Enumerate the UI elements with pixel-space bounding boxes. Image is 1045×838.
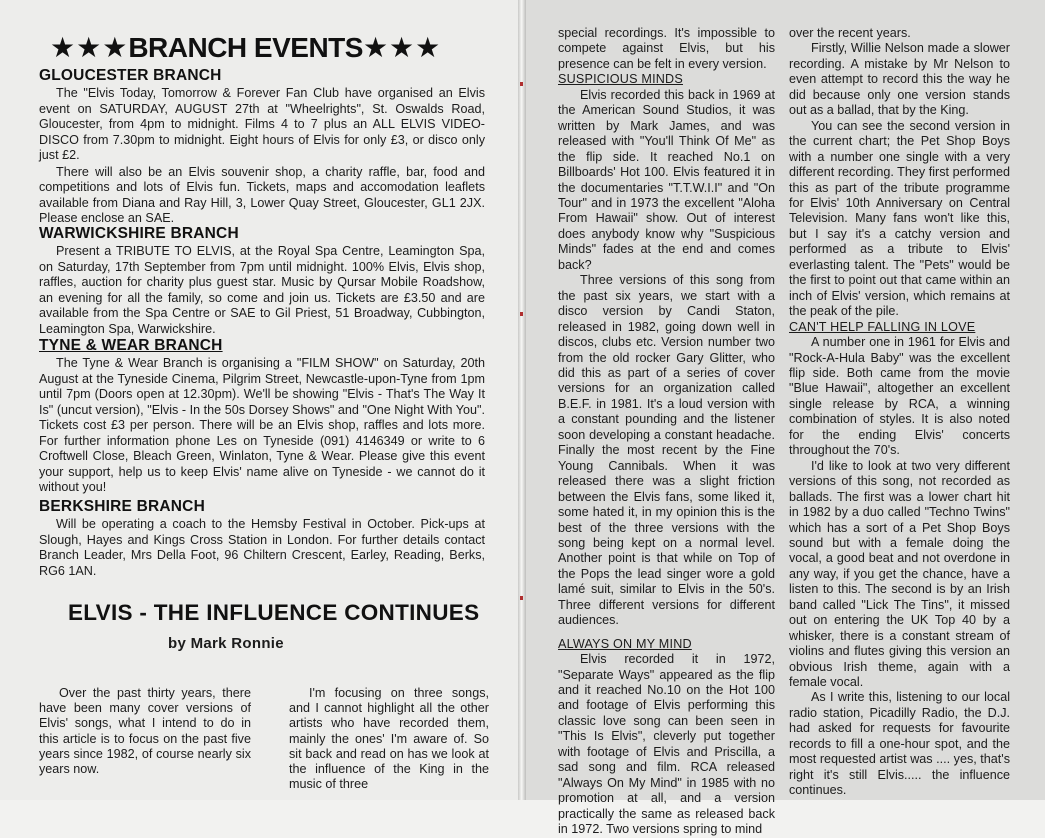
paragraph: Firstly, Willie Nelson made a slower recording. A mistake by Mr Nelson to even attempt to record this the way he did because only one version stands out as a ballad, that by the King. <box>789 41 1010 118</box>
paragraph: The "Elvis Today, Tomorrow & Forever Fan Club have organised an Elvis event on SATURDAY, AUGUST 27th at "Wheelrights", St. Oswalds Road, Gloucester, from 4pm to midnight. Films 4 to 7 plus an ALL ELVIS VIDEO-DISCO from 7.30pm to midnight. Eight hours of Elvis for only £3, or disco only just £2. <box>39 86 485 162</box>
article-column-1 <box>39 686 251 777</box>
stars-right: ★★★ <box>362 32 442 63</box>
tyne-wear-branch-text <box>39 356 485 496</box>
right-column-2 <box>789 26 1010 799</box>
paragraph: Elvis recorded this back in 1969 at the American Sound Studios, it was written by Mark James, and was released with "You'll Think Of Me" as the flip side. It reached No.1 on Billboards' Hot 100. Elvis featured it in the documentaries "T.T.W.I.I" and "On Tour" and in 1973 the excellent "Aloha From Hawaii" show. Out of interest does anybody know why "Suspicious Minds" fades at the end and comes back? <box>558 87 775 272</box>
article-title: ELVIS - THE INFLUENCE CONTINUES <box>68 600 480 625</box>
article-column-2 <box>289 686 489 792</box>
binding-mark <box>520 596 523 600</box>
branch-events-title: BRANCH EVENTS <box>128 32 363 63</box>
warwickshire-branch-text <box>39 244 485 337</box>
berkshire-branch-text <box>39 517 485 579</box>
paragraph: There will also be an Elvis souvenir shop, a charity raffle, bar, food and competitions and lots of Elvis fun. Tickets, maps and accomodation leaflets available from Diana and Ray Hill, 3, Lower Quay Street, Gloucester, GL1 2JX. Please enclose an SAE. <box>39 164 485 225</box>
warwickshire-branch-title: WARWICKSHIRE BRANCH <box>39 225 239 242</box>
right-column-1 <box>558 26 775 838</box>
paragraph: special recordings. It's impossible to compete against Elvis, but his presence can be felt in every version. <box>558 26 775 71</box>
binding-mark <box>520 82 523 86</box>
paragraph: As I write this, listening to our local radio station, Picadilly Radio, the D.J. had asked for requests for favourite records to fill a one-hour spot, and the most requested artist was .... yes, that's right it's still Elvis..... the influence continues. <box>789 690 1010 798</box>
berkshire-branch-title: BERKSHIRE BRANCH <box>39 498 205 515</box>
subheading-suspicious-minds: SUSPICIOUS MINDS <box>558 72 683 87</box>
paragraph: Elvis recorded it in 1972, "Separate Ways" appeared as the flip and it reached No.10 on the Hot 100 and footage of Elvis performing this classic love song can been seen in "This Is Elvis", cleverly put together with footage of Elvis and Priscilla, a sad song and film. RCA released "Always On My Mind" in 1985 with no promotion at all, and a version practically the same as released back in 1972. Two versions spring to mind <box>558 652 775 837</box>
page-spine <box>518 0 526 800</box>
right-page <box>522 0 1045 837</box>
paragraph: Will be operating a coach to the Hemsby Festival in October. Pick-ups at Slough, Hayes and Kings Cross Station in London. For further details contact Branch Leader, Mrs Della Foot, 96 Chiltern Crescent, Earley, Reading, Berks, RG6 1AN. <box>39 517 485 578</box>
paragraph: You can see the second version in the current chart; the Pet Shop Boys with a number one single with a very different recording. They first performed this as part of the tribute programme for Elvis' 10th Anniversary on Central Television. Many fans won't like this, but I say it's a catchy version and performed as a tribute to Elvis' everlasting talent. The "Pets" would be the first to point out that came within an inch of Elvis' version, which remains at the peak of the pile. <box>789 118 1010 319</box>
paragraph: Present a TRIBUTE TO ELVIS, at the Royal Spa Centre, Leamington Spa, on Saturday, 17th September from 7pm until midnight. 100% Elvis, Elvis shop, raffles, auction for charity plus guest star. Music by Qursar Mobile Roadshow, an evening for all the family, so come and join us. Tickets are £3.50 and are available from the Spa Centre or SAE to Gil Priest, 51 Broadway, Cubbington, Leamington Spa, Warwickshire. <box>39 244 485 336</box>
paragraph: Over the past thirty years, there have been many cover versions of Elvis' songs, what I intend to do in this article is to focus on the past five years since 1982, of course nearly six years now. <box>39 686 251 777</box>
paragraph: I'm focusing on three songs, and I cannot highlight all the other artists who have recorded them, mainly the ones' I'm aware of. So sit back and read on has we look at the influence of the King in the music of three <box>289 686 489 792</box>
stars-left: ★★★ <box>50 32 129 63</box>
branch-events-header <box>50 31 482 64</box>
paragraph: A number one in 1961 for Elvis and "Rock-A-Hula Baby" was the excellent flip side. Both came from the movie "Blue Hawaii", altogether an excellent single release by RCA, a winning combination of styles. It is also noted for the ending Elvis' concerts throughout the 70's. <box>789 335 1010 458</box>
paragraph: I'd like to look at two very different versions of this song, not recorded as ballads. The first was a lower chart hit in 1982 by a duo called "Techno Twins" which has a sort of a Pet Shop Boys sound but with a female doing the vocal, a good beat and not overdone in any way, if you get the chance, have a listen to this. The second is by an Irish band called "Lick The Tins", it missed out on entering the UK Top 40 by a whisker, there is a constant stream of violins and flutes giving this version an obvious Irish theme, again with a female vocal. <box>789 458 1010 690</box>
gloucester-branch-title: GLOUCESTER BRANCH <box>39 67 222 84</box>
paragraph: Three versions of this song from the past six years, we start with a disco version by Candi Staton, released in 1982, going down well in discos, clubs etc. Version number two from the old rocker Gary Glitter, who did this as part of a series of cover versions for an organization called B.E.F. in 1981. It's a loud version with a constant pounding and the listener soon developing a constant headache. Finally the most recent by the Fine Young Cannibals. When it was released there was a slight friction between the Elvis fans, some liked it, some hated it, in my opinion this is the best of the three versions with the song being kept on a normal level. Another point is that while on Top of the Pops the lead singer wore a gold lamé suit, similar to Elvis in the 50's. Three different versions for different audiences. <box>558 273 775 628</box>
paragraph: over the recent years. <box>789 26 911 40</box>
subheading-cant-help-falling-in-love: CAN'T HELP FALLING IN LOVE <box>789 319 976 334</box>
left-page <box>0 0 522 800</box>
binding-mark <box>520 312 523 316</box>
paragraph: The Tyne & Wear Branch is organising a "FILM SHOW" on Saturday, 20th August at the Tyneside Cinema, Pilgrim Street, Newcastle-upon-Tyne from 1pm until 7pm (Doors open at 12.30pm). We'll be showing "Elvis - That's The Way It Is" (uncut version), "Elvis - In the 50s Dorsey Shows" and "One Night With You". Tickets cost £3 per person. There will be an Elvis shop, raffles and lots more. For further information phone Les on Tyneside (091) 4146349 or write to 6 Croftwell Close, Bleach Green, Winlaton, Tyne & Wear. Please give this event your support, help us to keep Elvis' name alive on Tyneside - we cannot do it without you! <box>39 356 485 494</box>
tyne-wear-branch-title: TYNE & WEAR BRANCH <box>39 337 223 354</box>
gloucester-branch-text <box>39 86 485 227</box>
article-byline: by Mark Ronnie <box>168 635 284 652</box>
subheading-always-on-my-mind: ALWAYS ON MY MIND <box>558 636 692 651</box>
